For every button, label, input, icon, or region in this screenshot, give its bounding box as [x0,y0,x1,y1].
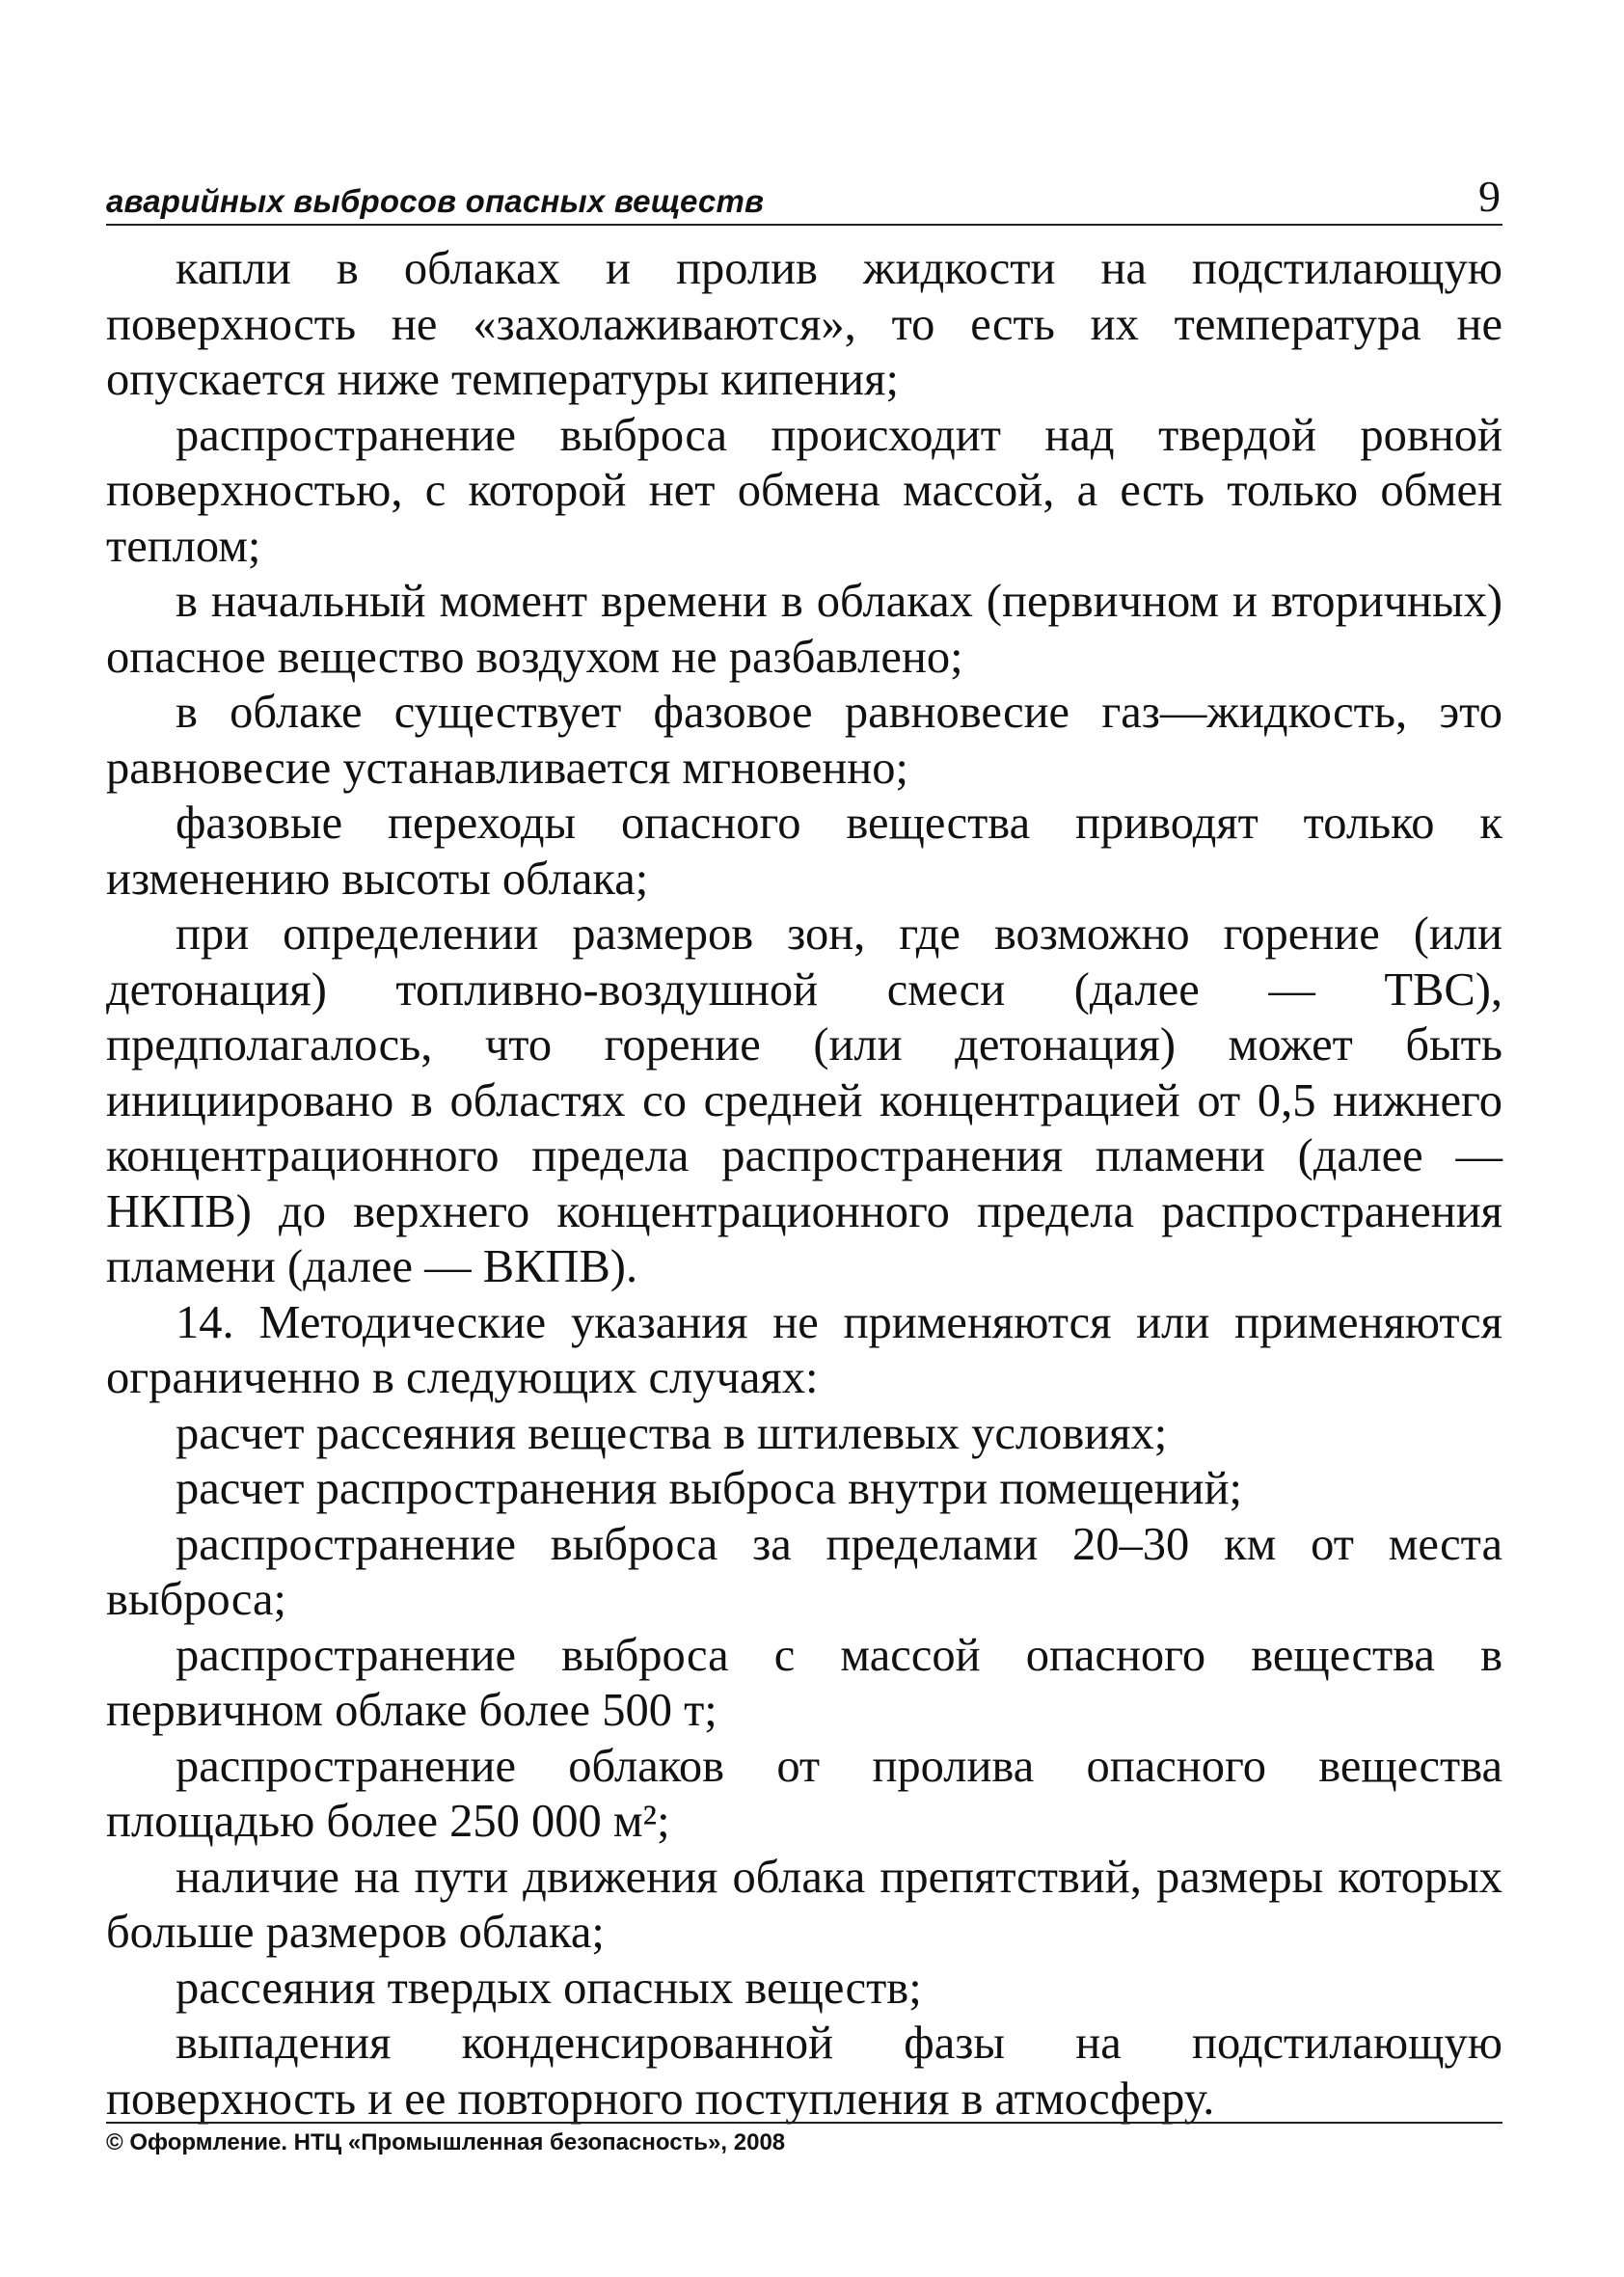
list-item: расчет рассеяния вещества в штилевых условиях; [176,1407,1168,1459]
paragraph: распространение выброса происходит над твердой ровной поверхностью, с которой нет обмена массой, а есть только обмен теплом; [106,409,1502,572]
copyright-footer [106,2122,1502,2156]
body-text [106,241,1502,2127]
paragraph: капли в облаках и пролив жидкости на подстилающую поверхность не «захолаживаются», то есть их температура не опускается ниже температуры кипения; [106,243,1502,405]
list-item: распространение выброса с массой опасного вещества в первичном облаке более 500 т; [106,1629,1502,1736]
list-item: рассеяния твердых опасных веществ; [176,1962,922,2014]
page-number: 9 [1478,172,1501,221]
paragraph: в начальный момент времени в облаках (первичном и вторичных) опасное вещество воздухом не разбавлено; [106,576,1502,683]
list-item: наличие на пути движения облака препятствий, размеры которых больше размеров облака; [106,1851,1502,1958]
paragraph: в облаке существует фазовое равновесие газ—жидкость, это равновесие устанавливается мгновенно; [106,687,1502,794]
list-item: распространение выброса за пределами 20–30 км от места выброса; [106,1518,1502,1625]
numbered-paragraph: 14. Методические указания не применяются или применяются ограниченно в следующих случаях: [106,1296,1502,1403]
list-item: распространение облаков от пролива опасного вещества площадью более 250 000 м²; [106,1740,1502,1847]
list-item: расчет распространения выброса внутри помещений; [176,1463,1243,1514]
paragraph: фазовые переходы опасного вещества приводят только к изменению высоты облака; [106,798,1502,905]
paragraph: при определении размеров зон, где возможно горение (или детонация) топливно-воздушной смеси (далее — ТВС), предполагалось, что горение (или детонация) может быть инициировано в областях со средней концентрацией от 0,5 нижнего концентрационного предела распространения пламени (далее — НКПВ) до верхнего концентрационного предела распространения пламени (далее — ВКПВ). [106,908,1502,1292]
list-item: выпадения конденсированной фазы на подстилающую поверхность и ее повторного поступления в атмосферу. [106,2018,1502,2125]
running-header [106,164,1502,226]
copyright-text: © Оформление. НТЦ «Промышленная безопасность», 2008 [106,2129,786,2155]
running-header-title: аварийных выбросов опасных веществ [106,183,765,219]
